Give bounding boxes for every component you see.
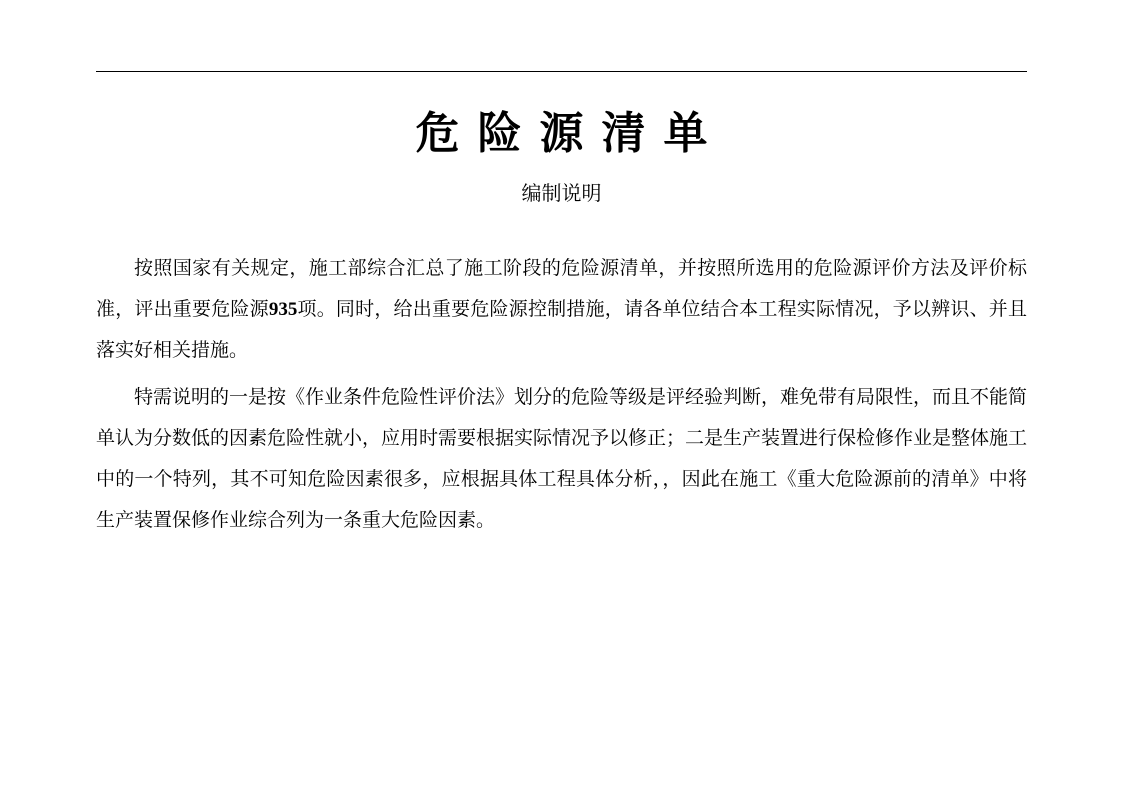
paragraph-intro bbox=[96, 248, 1027, 371]
hazard-count: 935 bbox=[268, 299, 298, 320]
header-rule bbox=[96, 71, 1027, 72]
paragraph-intro-text-start: 按照国家有关规定，施工部综合汇总了施工阶段的危险源清单，并按照所选用的危险源评价方法及评价标准，评出重要危险源 bbox=[96, 257, 1027, 320]
document-body bbox=[96, 248, 1027, 547]
document-subtitle: 编制说明 bbox=[521, 181, 602, 205]
document-title: 危险源清单 bbox=[415, 108, 726, 159]
paragraph-intro-text-end: 项。同时，给出重要危险源控制措施，请各单位结合本工程实际情况，予以辨识、并且落实好相关措施。 bbox=[96, 298, 1027, 361]
paragraph-special-note: 特需说明的一是按《作业条件危险性评价法》划分的危险等级是评经验判断，难免带有局限性，而且不能简单认为分数低的因素危险性就小，应用时需要根据实际情况予以修正；二是生产装置进行保检修作业是整体施工中的一个特列，其不可知危险因素很多，应根据具体工程具体分析，，因此在施工《重大危险源前的清单》中将生产装置保修作业综合列为一条重大危险因素。 bbox=[96, 386, 1028, 531]
